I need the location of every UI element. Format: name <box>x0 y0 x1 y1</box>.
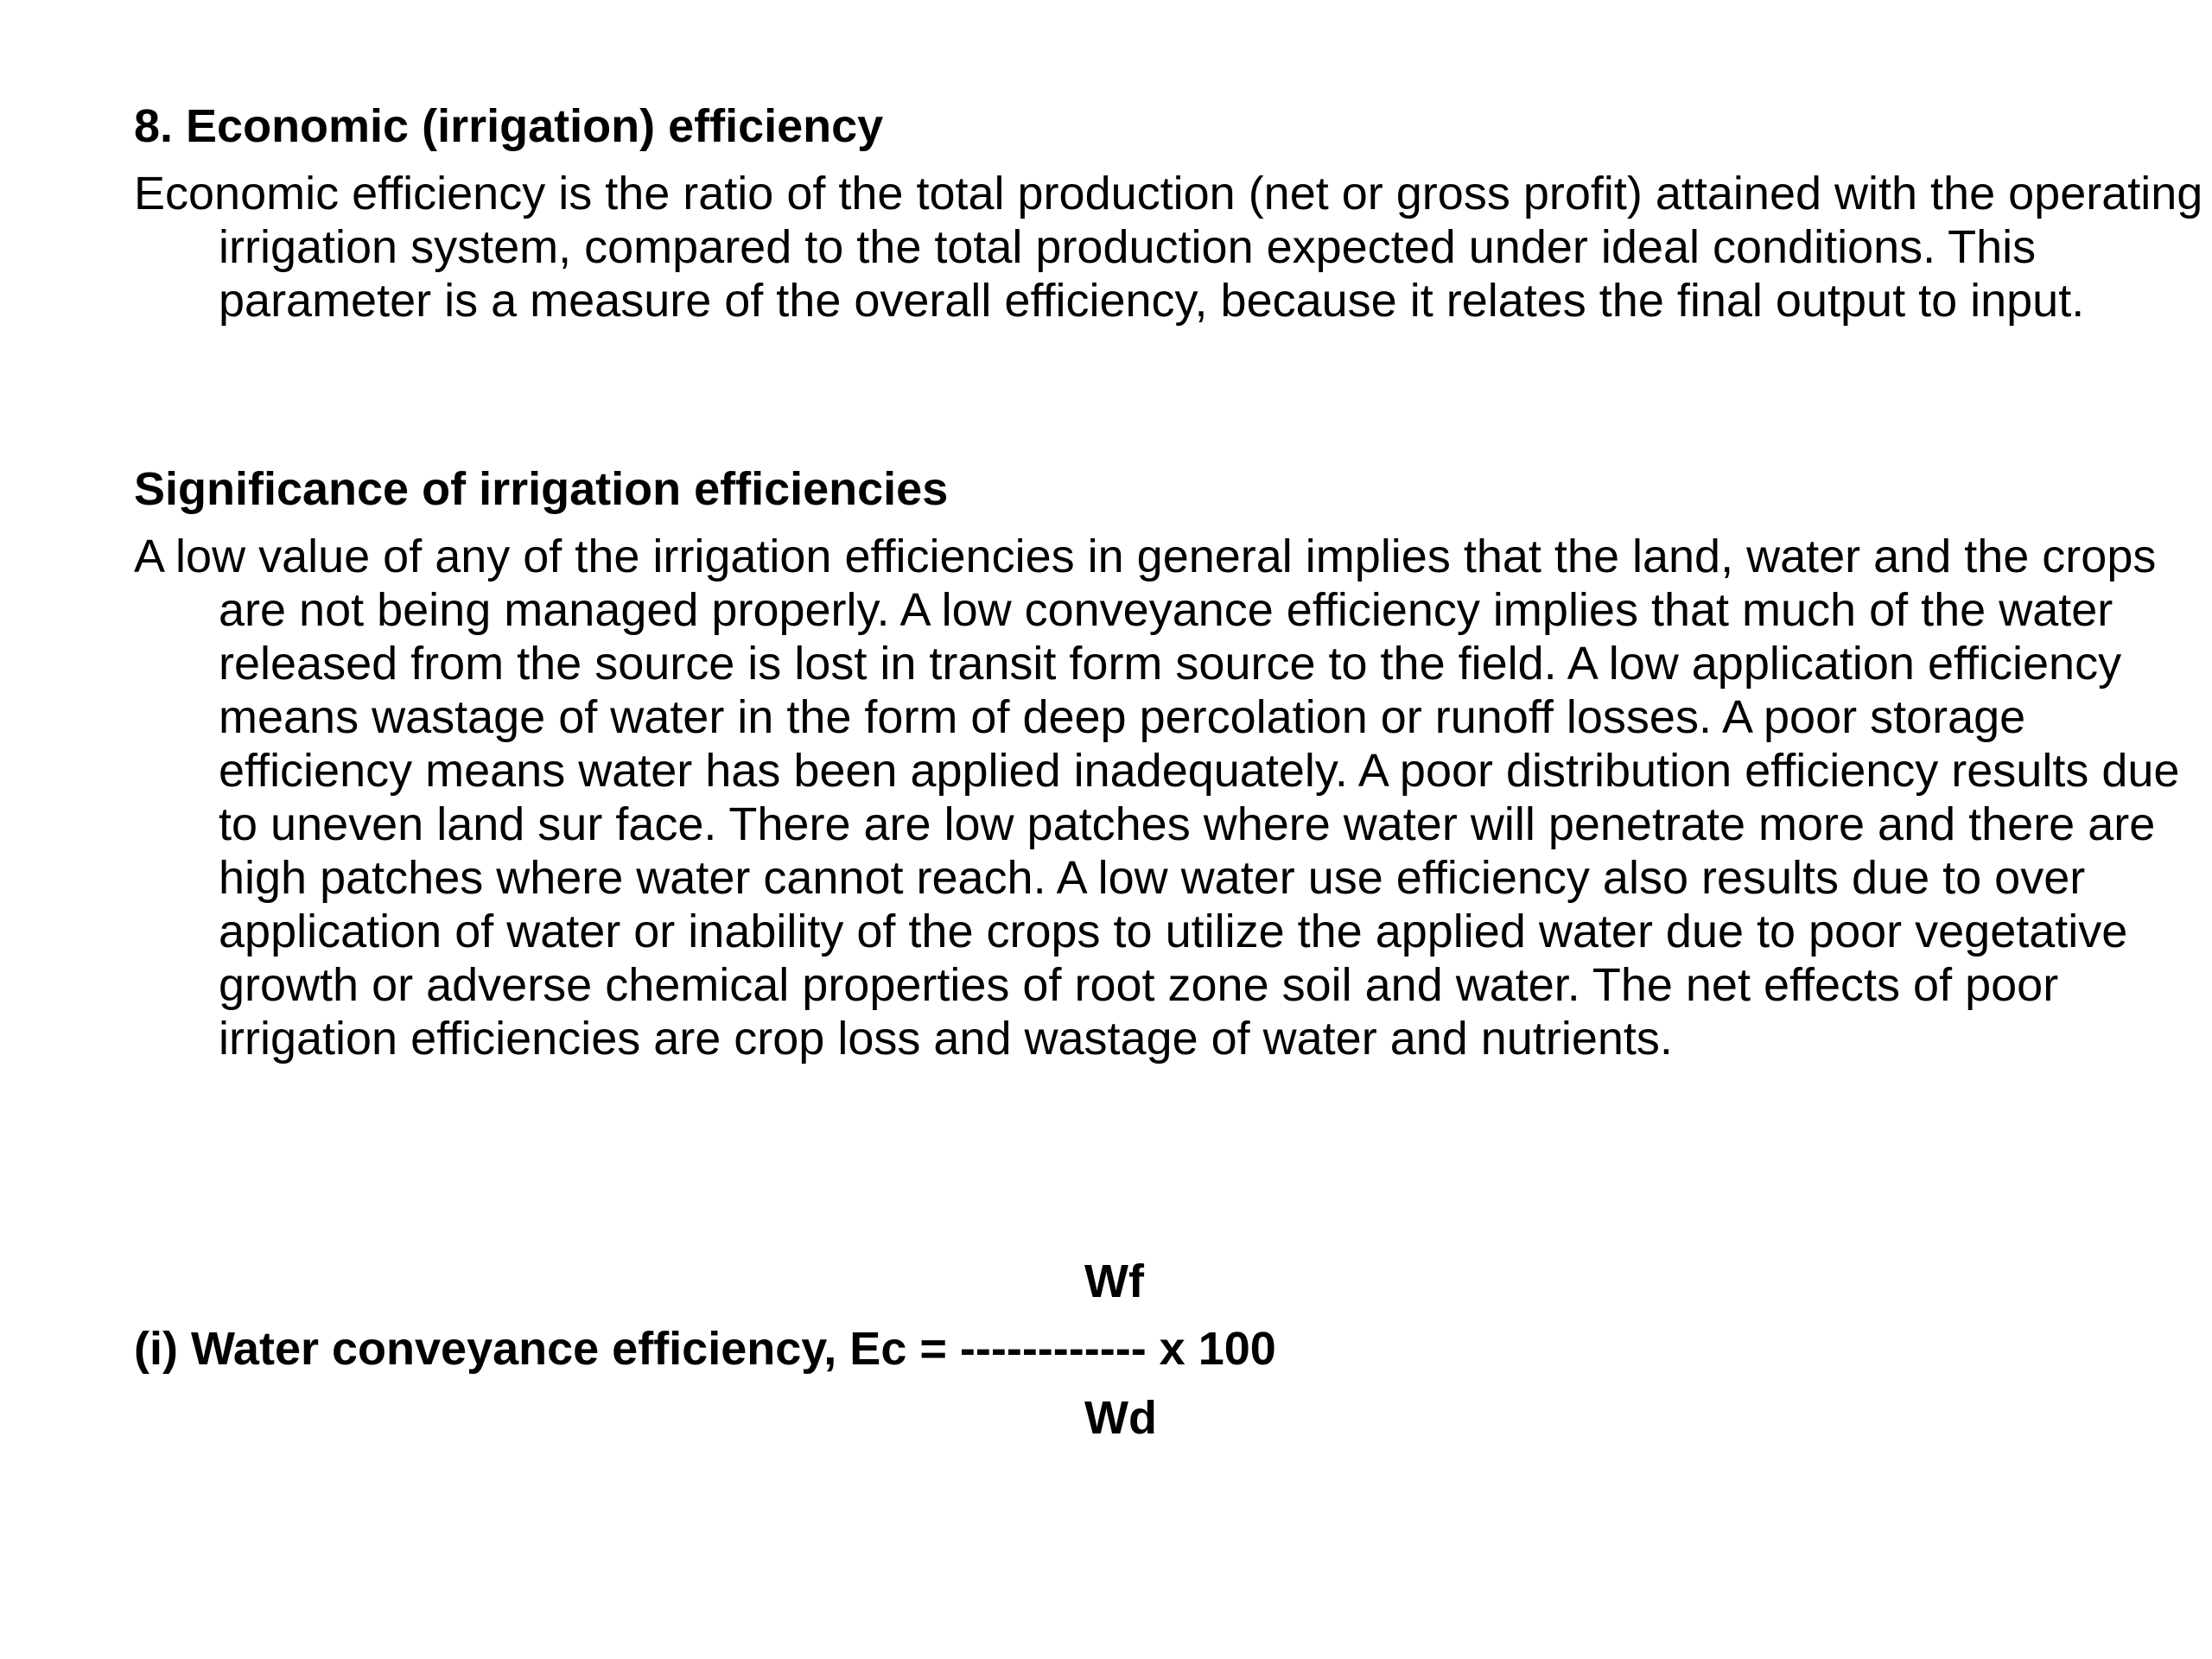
formula-numerator: Wf <box>1084 1255 1144 1307</box>
paragraph-significance: A low value of any of the irrigation efficiencies in general implies that the land, water and the crops are not being managed properly. A low conveyance efficiency implies that much of the water released from the source is lost in transit form source to the field. A low application efficiency means wastage of water in the form of deep percolation or runoff losses. A poor storage efficiency means water has been applied inadequately. A poor distribution efficiency results due to uneven land sur face. There are low patches where water will penetrate more and there are high patches where water cannot reach. A low water use efficiency also results due to over application of water or inability of the crops to utilize the applied water due to poor vegetative growth or adverse chemical properties of root zone soil and water. The net effects of poor irrigation efficiencies are crop loss and wastage of water and nutrients. <box>134 531 2180 1065</box>
section-heading-significance: Significance of irrigation efficiencies <box>134 463 949 515</box>
section-heading-economic-efficiency: 8. Economic (irrigation) efficiency <box>134 100 884 152</box>
formula-conveyance-efficiency: (i) Water conveyance efficiency, Ec = ------------ x 100 <box>134 1323 1276 1375</box>
formula-denominator: Wd <box>1084 1392 1157 1444</box>
paragraph-economic-efficiency: Economic efficiency is the ratio of the total production (net or gross profit) attained with the operating irrigation system, compared to the total production expected under ideal conditions. This parameter is a measure of the overall efficiency, because it relates the final output to input. <box>134 168 2203 327</box>
